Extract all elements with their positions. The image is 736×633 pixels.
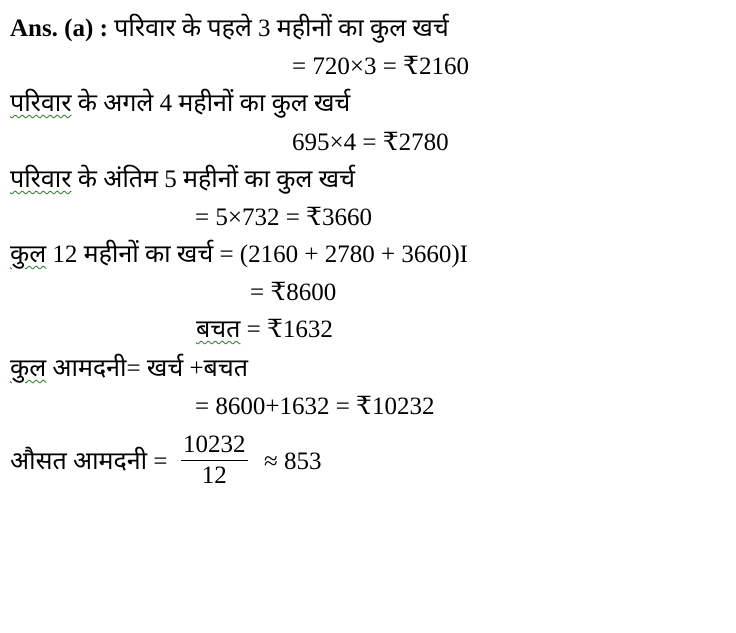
savings-line — [196, 315, 333, 345]
family-word: परिवार — [10, 166, 72, 193]
last-five-months-calc: = 5×732 = ₹3660 — [195, 204, 372, 231]
total-expense-text: 12 महीनों का खर्च = (2160 + 2780 + 3660)I — [46, 241, 468, 268]
next-four-months-calc: 695×4 = ₹2780 — [292, 129, 449, 156]
total-expense-line — [10, 240, 468, 270]
average-income-fraction — [181, 430, 248, 491]
average-income-label: औसत आमदनी = — [10, 448, 168, 475]
average-income-approx: ≈ 853 — [264, 448, 322, 475]
family-word: परिवार — [10, 90, 72, 117]
total-income-calc: = 8600+1632 = ₹10232 — [195, 393, 435, 420]
answer-label: Ans. (a) : — [10, 15, 108, 42]
fraction-denominator: 12 — [201, 462, 227, 489]
total-income-formula: आमदनी= खर्च +बचत — [46, 355, 248, 382]
savings-word: बचत — [196, 316, 241, 343]
total-income-line — [10, 354, 248, 384]
last-five-months-text: के अंतिम 5 महीनों का कुल खर्च — [71, 166, 355, 193]
first-three-months-text: परिवार के पहले 3 महीनों का कुल खर्च — [114, 15, 449, 42]
first-three-months-calc: = 720×3 = ₹2160 — [292, 53, 469, 80]
answer-line — [10, 14, 449, 44]
fraction-numerator: 10232 — [181, 430, 248, 461]
total-word: कुल — [10, 241, 47, 268]
last-five-months-line — [10, 165, 355, 195]
next-four-months-line — [10, 89, 350, 119]
next-four-months-text: के अगले 4 महीनों का कुल खर्च — [71, 90, 351, 117]
total-expense-result: = ₹8600 — [250, 279, 337, 306]
savings-value: = ₹1632 — [240, 316, 333, 343]
total-word: कुल — [10, 355, 47, 382]
